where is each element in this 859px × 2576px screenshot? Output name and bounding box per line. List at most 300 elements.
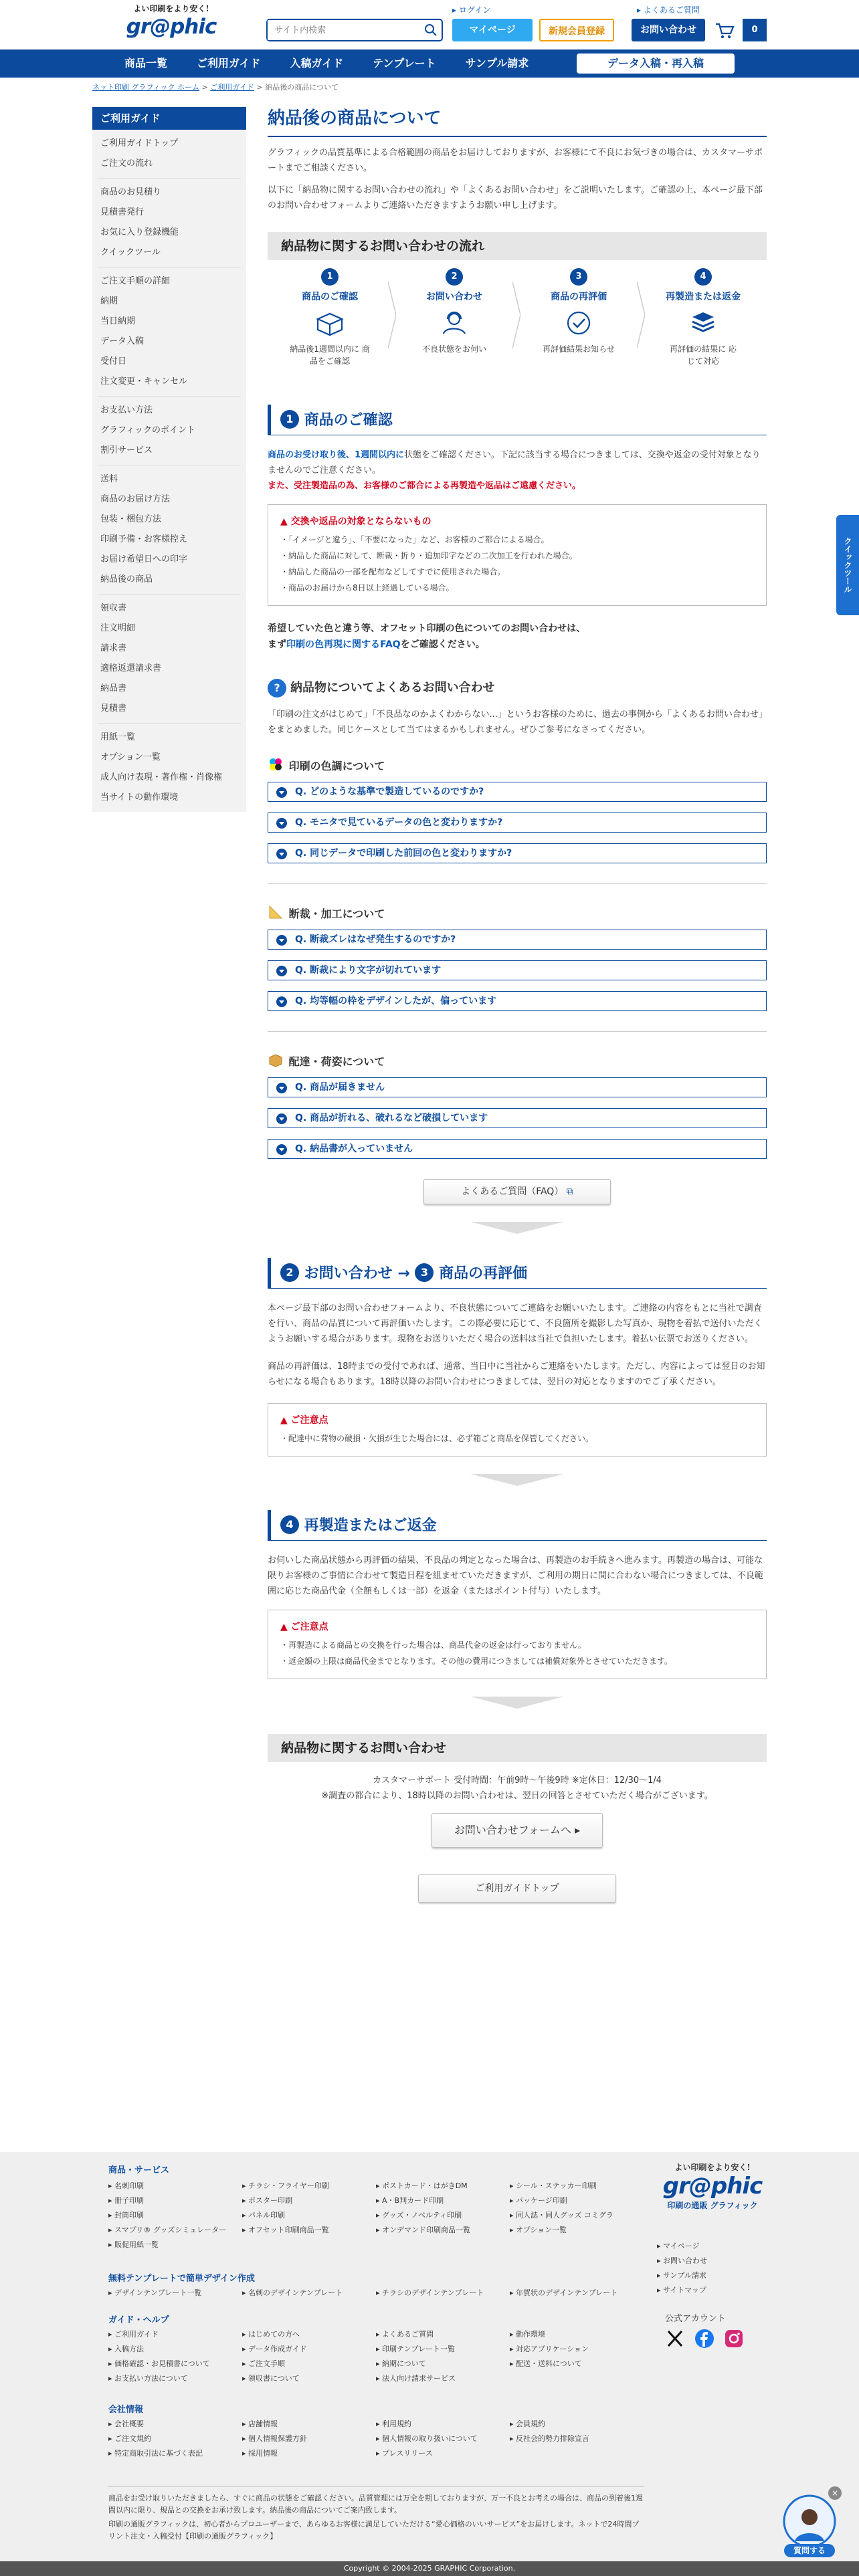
footer-column [510,2417,589,2446]
warning-item-text: 商品のお届けから8日以上経過している場合。 [288,583,454,593]
footer-link[interactable]: ▸ 採用情報 [242,2449,278,2458]
footer-column [510,2327,589,2371]
footer-note-2: 印刷の通販グラフィックは、初心者からプロユーザーまで、あらゆるお客様に満足していただける“愛心価格のいいサービス”をお届けします。ネットで24時間プリント注文・入稿受付【印刷の通販グラフィック】 [108,2520,640,2541]
copyright: Copyright © 2004-2025 GRAPHIC Corporation. [0,2561,859,2576]
breadcrumb-current: 納品後の商品について [265,83,339,92]
footer-link[interactable]: ▸ 年賀状のデザインテンプレート [510,2288,618,2297]
footer-logo[interactable] [656,2161,769,2211]
faq-question[interactable]: Q. 商品が折れる、破れるなど破損しています [268,1108,767,1128]
warning-icon: ▲ [280,1415,291,1426]
flow-step-2 [392,268,516,367]
footer-column [108,2179,226,2252]
sidebar-item[interactable]: オプション一覧 [100,752,161,762]
breadcrumb: ネット印刷 グラフィック ホーム > ご利用ガイド > 納品後の商品について [92,83,339,92]
x-icon[interactable] [665,2329,685,2349]
flow-step-desc: 納品後1週間以内に 商品をご確認 [290,344,370,366]
warning-icon: ▲ [280,516,291,527]
section-number: 3 [415,1263,434,1282]
footer-link[interactable]: ▸ 印刷テンプレート一覧 [376,2345,456,2353]
footer-link-label: お支払い方法について [114,2374,188,2383]
sidebar-item[interactable]: 送料 [100,474,118,484]
color-note-line1: 希望していた色と違う等、オフセット印刷の色についてのお問い合わせは、 [268,623,586,634]
footer-link[interactable]: ▸ お問い合わせ [657,2256,708,2265]
footer-column [242,2179,329,2238]
sidebar-item[interactable]: 納品後の商品 [100,574,153,584]
sidebar-item[interactable]: お気に入り登録機能 [100,227,179,237]
sidebar-item[interactable]: 納品書 [100,683,127,693]
caution-item: ・配達中に荷物の破損・欠損が生じた場合には、必ず箱ごと商品を保管してください。 [280,1434,594,1443]
footer-link-label: 店舗情報 [248,2420,278,2428]
footer-link-label: 反社会的勢力排除宣言 [516,2434,590,2443]
footer-link-label: マイページ [663,2242,700,2250]
nav-sample[interactable]: サンプル請求 [465,57,529,70]
faq-question[interactable]: Q. 均等幅の枠をデザインしたが、偏っています [268,991,767,1011]
footer-link[interactable]: ▸ よくあるご質問 [376,2330,434,2339]
flow-step-4 [641,268,765,367]
sidebar-item[interactable]: 包装・梱包方法 [100,514,162,524]
support-note: ※調査の都合により、18時以降のお問い合わせは、翌日の回答とさせていただく場合がございます。 [321,1791,713,1801]
search-icon[interactable] [424,23,438,37]
section-title: お問い合わせ [304,1265,393,1282]
footer-link-label: 個人情報保護方針 [248,2434,308,2443]
footer-link[interactable]: ▸ 納期について [376,2359,426,2368]
warning-item: ・納品した商品に対して、断裁・折り・追加印字などの二次加工を行われた場合。 [280,551,577,560]
faq-desc: 「印刷の注文がはじめて」「不良品なのかよくわからない...」というお客様のために、過去の事例から「よくあるお問い合わせ」をまとめました。同じケースとして当てはまるかもしれません。ぜひご参考になさってください。 [268,710,763,735]
cmyk-icon [268,756,285,775]
footer-link[interactable]: ▸ 配送・送料について [510,2359,582,2368]
sidebar-item[interactable]: データ入稿 [100,336,145,346]
footer-link[interactable]: ▸ 封筒印刷 [108,2211,145,2220]
footer-column [376,2286,484,2300]
sidebar-item[interactable]: 適格返還請求書 [100,663,162,673]
footer-products-title: 商品・サービス [108,2165,170,2175]
sidebar-item[interactable]: 見積書 [100,704,127,714]
search-input[interactable] [268,20,415,40]
inquiry-text-1: 本ページ最下部のお問い合わせフォームより、不良状態についてご連絡をお願いいたします。ご連絡の内容をもとに当社で調査を行い、商品の品質について再評価いたします。この際必要に応じて、不良箇所を撮影した写真か、現物を着払で送付いただくようお願いする場合があります。現物をお送りいただく場合の送料は当社で負担いたします。着払い伝票でお送りください。 [268,1303,763,1344]
sidebar-item[interactable]: 商品のお届け方法 [100,494,171,504]
footer-link[interactable]: ▸ 会員規約 [510,2420,546,2428]
contact-button[interactable]: お問い合わせ [632,19,705,41]
footer-column [376,2179,470,2238]
footer-column [242,2417,307,2461]
warning-icon: ▲ [280,1622,291,1632]
contact-form-button[interactable]: お問い合わせフォームへ ▸ [432,1813,603,1848]
footer-link-label: 個人情報の取り扱いについて [382,2434,478,2443]
section-chevron [470,1474,564,1486]
footer-column [242,2327,307,2386]
sidebar-item[interactable]: 商品のお見積り [100,187,162,197]
sidebar-item[interactable]: 印刷予備・お客様控え [100,534,188,544]
footer-link-label: 入稿方法 [114,2345,145,2353]
faq-category-delivery [268,1052,767,1071]
footer-column [376,2417,478,2461]
flow-step-title: お問い合わせ [426,292,482,302]
divider [268,1031,767,1032]
footer-link-label: 会員規約 [516,2420,546,2428]
warning-item: ・納品した商品の一部を配布などしてすでに使用された場合。 [280,567,506,576]
cart-icon [713,19,736,41]
footer-link-label: ご利用ガイド [114,2330,159,2339]
signup-button[interactable]: 新規会員登録 [539,19,614,41]
sidebar-item[interactable]: お届け希望日への印字 [100,554,188,564]
flow-step-title: 再製造または返金 [666,292,741,302]
nav-templates[interactable]: テンプレート [373,57,436,70]
chat-close-icon[interactable]: × [828,2486,842,2500]
sidebar-item[interactable]: 納期 [100,296,118,306]
footer-link[interactable]: ▸ 反社会的勢力排除宣言 [510,2434,590,2443]
contact-form-label: お問い合わせフォームへ [454,1824,572,1836]
faq-category-title: 印刷の色調について [288,760,385,772]
footer-link-label: スマプリ® グッズシミュレーター [114,2226,227,2234]
faq-link[interactable]: ▸ よくあるご質問 [637,5,700,15]
footer-link[interactable]: ▸ 個人情報の取り扱いについて [376,2434,478,2443]
footer-link-label: パネル印刷 [248,2211,286,2220]
faq-question[interactable]: Q. 同じデータで印刷した前回の色と変わりますか? [268,843,767,863]
footer-link-label: 封筒印刷 [114,2211,145,2220]
footer-column [108,2286,201,2300]
footer-link-label: グッズ・ノベルティ印刷 [382,2211,462,2220]
footer-link[interactable]: ▸ A・B判カード印刷 [376,2196,444,2205]
footer-logo-sub: 印刷の通販 グラフィック [667,2201,758,2210]
confirm-emphasis: 商品のお受け取り後、1週間以内に [268,450,405,460]
caution-item-text: 再製造による商品との交換を行った場合は、商品代金の返金は行っておりません。 [288,1640,586,1650]
footer-link[interactable]: ▸ 特定商取引法に基づく表記 [108,2449,203,2458]
search-box [266,19,443,41]
sidebar-item[interactable]: 割引サービス [100,445,153,455]
support-icon [436,310,473,336]
section-title: 商品の再評価 [439,1265,528,1282]
footer-link[interactable]: ▸ ポスター印刷 [242,2196,293,2205]
faq-question[interactable]: Q. 断裁により文字が切れています [268,960,767,980]
footer-column [510,2286,617,2300]
caution-item-text: 返金額の上限は商品代金までとなります。その他の費用につきましては補償対象外とさせていただきます。 [288,1656,672,1666]
flow-step-number: 2 [446,268,463,286]
footer-link[interactable]: ▸ 会社概要 [108,2420,145,2428]
footer-column [108,2327,210,2386]
cart-button[interactable] [713,19,769,41]
main-content [268,104,767,1903]
caution-item: ・返金額の上限は商品代金までとなります。その他の費用につきましては補償対象外とさせていただきます。 [280,1656,672,1666]
sidebar-item[interactable]: 当日納期 [100,316,136,326]
section-title: 再製造またはご返金 [304,1517,437,1534]
footer-column [242,2286,343,2300]
warning-item-text: 「イメージと違う」、「不要になった」など、お客様のご都合による場合。 [288,535,549,544]
footer-link-label: お問い合わせ [663,2256,708,2265]
footer-guide-title: ガイド・ヘルプ [108,2315,169,2325]
footer-link-label: プレスリリース [382,2449,433,2458]
external-link-icon: ⧉ [566,1186,573,1197]
intro-text-1: グラフィックの品質基準による合格範囲の商品をお届けしておりますが、お客様にて不良にお気づきの場合は、カスタマーサポートまでご相談ください。 [268,148,763,173]
footer-link[interactable]: ▸ 法人向け請求サービス [376,2374,456,2383]
section-heading-confirm [268,405,767,435]
color-faq-link[interactable]: 印刷の色再現に関するFAQ [286,639,401,650]
sidebar-item[interactable]: お支払い方法 [100,405,153,415]
sidebar-divider [98,723,241,724]
footer-template-title: 無料テンプレートで簡単デザイン作成 [108,2274,255,2284]
question-icon: ? [268,679,286,697]
logo-mark: gr@phic [126,15,217,39]
nav-products[interactable]: 商品一覧 [124,57,168,70]
sidebar [92,107,246,812]
footer-link[interactable]: ▸ はじめての方へ [242,2330,300,2339]
footer-link-label: 販促用紙一覧 [114,2240,159,2249]
sidebar-divider [98,396,241,397]
footer-link-label: ご注文手順 [248,2359,286,2368]
sidebar-item[interactable]: ご注文の流れ [100,158,153,169]
guide-top-button[interactable]: ご利用ガイドトップ [418,1874,616,1903]
footer-link-label: 領収書について [248,2374,300,2383]
faq-question[interactable]: Q. 商品が届きません [268,1077,767,1097]
faq-question[interactable]: Q. 納品書が入っていません [268,1139,767,1159]
footer-link-label: 利用規約 [382,2420,412,2428]
footer-link-label: ポスター印刷 [248,2196,293,2205]
faq-label: よくあるご質問 [643,5,700,15]
footer-link[interactable]: ▸ 利用規約 [376,2420,412,2428]
footer-link-label: 配送・送料について [516,2359,582,2368]
footer-link-label: よくあるご質問 [382,2330,434,2339]
footer-link[interactable]: ▸ 名刺のデザインテンプレート [242,2288,343,2297]
caution-box [268,1610,767,1679]
section-chevron [470,1697,564,1709]
section-heading-inquiry [268,1258,767,1289]
footer-link-label: 採用情報 [248,2449,278,2458]
footer-link-label: 名刺のデザインテンプレート [248,2288,343,2297]
faq-heading [268,678,767,697]
flow-step-number: 4 [694,268,712,286]
faq-title: 納品物についてよくあるお問い合わせ [290,681,495,695]
nav-upload-guide[interactable]: 入稿ガイド [290,57,344,70]
footer-link-label: ポストカード・はがきDM [382,2181,468,2190]
sns-title: 公式アカウント [665,2314,726,2324]
footer-link[interactable]: ▸ チラシのデザインテンプレート [376,2288,484,2297]
caution-title-text: ご注意点 [290,1622,328,1632]
cart-count: 0 [743,19,767,41]
footer-link-label: チラシのデザインテンプレート [382,2288,484,2297]
footer-link-label: デザインテンプレート一覧 [114,2288,202,2297]
sidebar-divider [98,594,241,595]
non-refundable-box [268,504,767,606]
sidebar-item[interactable]: 当サイトの動作環境 [100,792,179,802]
sidebar-item[interactable]: 注文明細 [100,623,136,633]
flow-heading: 納品物に関するお問い合わせの流れ [268,232,767,260]
chat-widget[interactable] [776,2486,843,2559]
footer-link-label: サイトマップ [663,2286,706,2294]
faq-button[interactable] [423,1179,611,1204]
ruler-icon [268,904,285,923]
footer-link[interactable]: ▸ オンデマンド印刷商品一覧 [376,2226,471,2234]
sidebar-item[interactable]: 受付日 [100,356,127,366]
footer-link-label: サンプル請求 [663,2271,707,2280]
faq-category-color [268,756,767,775]
footer-link[interactable]: ▸ 個人情報保護方針 [242,2434,308,2443]
mypage-button[interactable]: マイページ [452,19,533,41]
footer-link[interactable]: ▸ ポストカード・はがきDM [376,2181,468,2190]
footer-link[interactable]: ▸ ご利用ガイド [108,2330,159,2339]
flow-step-title: 商品のご確認 [302,292,358,302]
footer-link[interactable]: ▸ グッズ・ノベルティ印刷 [376,2211,462,2220]
flow-steps [268,268,767,367]
color-note-prefix: まず [268,639,286,650]
footer-link-label: チラシ・フライヤー印刷 [248,2181,329,2190]
nav-guide[interactable]: ご利用ガイド [197,57,261,70]
footer-company-title: 会社情報 [108,2405,144,2415]
footer-link-label: データ作成ガイド [248,2345,307,2353]
footer-link[interactable]: ▸ 領収書について [242,2374,300,2383]
footer-link[interactable]: ▸ 販促用紙一覧 [108,2240,159,2249]
inquiry-heading: 納品物に関するお問い合わせ [268,1734,767,1762]
footer-link[interactable]: ▸ パネル印刷 [242,2211,286,2220]
footer-link[interactable]: ▸ 店舗情報 [242,2420,278,2428]
footer-link[interactable]: ▸ データ作成ガイド [242,2345,307,2353]
footer-link[interactable]: ▸ パッケージ印刷 [510,2196,567,2205]
package-icon [268,1052,285,1071]
caution-title [280,1620,754,1633]
sidebar-item[interactable]: ご利用ガイドトップ [100,138,179,148]
footer-link[interactable]: ▸ マイページ [657,2242,700,2250]
confirm-body: 状態をご確認ください。下記に該当する場合につきましては、交換や返金の受付対象となりませんのでご注意ください。 [268,450,761,475]
instagram-icon[interactable] [724,2329,744,2349]
color-note-suffix: をご確認ください。 [400,639,485,650]
footer-link[interactable]: ▸ 名刺印刷 [108,2181,145,2190]
sidebar-item[interactable]: ご注文手順の詳細 [100,276,171,286]
flow-step-1 [268,268,392,367]
site-logo[interactable] [118,3,225,39]
footer-link[interactable]: ▸ 入稿方法 [108,2345,145,2353]
footer-link[interactable]: ▸ 価格確認・お見積書について [108,2359,210,2368]
footer-link-label: オプション一覧 [516,2226,567,2234]
footer-link-label: 同人誌・同人グッズ コミグラ [516,2211,613,2220]
footer-link[interactable]: ▸ ご注文手順 [242,2359,286,2368]
caution-title [280,1413,754,1426]
footer-logo-mark: gr@phic [662,2173,763,2199]
flow-step-title: 商品の再評価 [551,292,607,302]
page-title: 納品後の商品について [268,104,767,137]
sidebar-item[interactable]: 注文変更・キャンセル [100,377,188,387]
sidebar-item[interactable]: クイックツール [100,247,161,257]
confirm-text [268,447,767,478]
footer-link[interactable]: ▸ オフセット印刷商品一覧 [242,2226,329,2234]
section-title: 商品のご確認 [304,412,393,429]
footer-link[interactable]: ▸ オプション一覧 [510,2226,567,2234]
sidebar-item[interactable]: 用紙一覧 [100,732,136,742]
breadcrumb-home[interactable]: ネット印刷 グラフィック ホーム [92,83,200,92]
footer-tagline: よい印刷をより安く! [674,2163,751,2172]
sidebar-item[interactable]: 成人向け表現・著作権・肖像権 [100,772,223,782]
faq-question[interactable]: Q. 断裁ズレはなぜ発生するのですか? [268,930,767,950]
footer-link-label: オフセット印刷商品一覧 [248,2226,329,2234]
section-chevron [470,1222,564,1234]
faq-category-title: 断裁・加工について [288,907,385,920]
warning-title-text: 交換や返品の対象とならないもの [290,516,432,527]
caution-item: ・再製造による商品との交換を行った場合は、商品代金の返金は行っておりません。 [280,1640,586,1650]
color-note [268,621,767,653]
flow-step-number: 1 [321,268,339,286]
footer-link[interactable]: ▸ 冊子印刷 [108,2196,145,2205]
box-icon [311,310,349,336]
sidebar-item[interactable]: 請求書 [100,643,127,653]
faq-question[interactable]: Q. どのような基準で製造しているのですか? [268,782,767,802]
faq-category-title: 配達・荷姿について [288,1055,385,1068]
footer-link[interactable]: ▸ サンプル請求 [657,2271,707,2280]
sidebar-item[interactable]: 見積書発行 [100,207,145,217]
faq-question[interactable]: Q. モニタで見ているデータの色と変わりますか? [268,813,767,833]
support-hours: カスタマーサポート 受付時間：午前9時〜午後9時 ※定休日：12/30〜1/4 [372,1776,662,1786]
flow-step-desc: 不良状態をお伺い [421,344,486,354]
footer-link-label: 法人向け請求サービス [382,2374,456,2383]
faq-category-cutting [268,904,767,923]
global-nav [0,49,859,78]
footer-link-label: 会社概要 [114,2420,145,2428]
quick-tool-tab[interactable]: クイックツール [836,515,859,615]
footer-link[interactable]: ▸ プレスリリース [376,2449,433,2458]
footer-link-label: 動作環境 [516,2330,546,2339]
footer-link-label: はじめての方へ [248,2330,300,2339]
warning-item: ・商品のお届けから8日以上経過している場合。 [280,583,454,593]
footer-link-label: 対応アプリケーション [516,2345,589,2353]
section-number: 2 [280,1263,299,1282]
flow-step-desc: 再評価の結果に 応じて対応 [670,344,737,366]
footer-link[interactable]: ▸ スマプリ® グッズシミュレーター [108,2226,227,2234]
site-footer [0,2152,859,2561]
caution-box [268,1403,767,1457]
footer-link-label: 納期について [382,2359,426,2368]
warning-item-text: 納品した商品に対して、断裁・折り・追加印字などの二次加工を行われた場合。 [288,551,577,560]
footer-link[interactable]: ▸ 動作環境 [510,2330,546,2339]
footer-column [108,2417,203,2461]
footer-link[interactable]: ▸ 同人誌・同人グッズ コミグラ [510,2211,613,2220]
footer-link[interactable]: ▸ お支払い方法について [108,2374,188,2383]
breadcrumb-guide[interactable]: ご利用ガイド [210,83,255,92]
warning-item: ・「イメージと違う」、「不要になった」など、お客様のご都合による場合。 [280,535,549,544]
sns-icons [665,2329,744,2349]
warning-title [280,514,754,528]
footer-link[interactable]: ▸ デザインテンプレート一覧 [108,2288,202,2297]
footer-link[interactable]: ▸ サイトマップ [657,2286,706,2294]
sidebar-divider [98,178,241,179]
flow-step-number: 3 [570,268,587,286]
facebook-icon[interactable] [694,2329,714,2349]
footer-link-label: パッケージ印刷 [516,2196,567,2205]
footer-link-label: ご注文規約 [114,2434,152,2443]
footer-link[interactable]: ▸ ご注文規約 [108,2434,152,2443]
caution-item-text: 配達中に荷物の破損・欠損が生じた場合には、必ず箱ごと商品を保管してください。 [288,1434,594,1443]
sidebar-item[interactable]: グラフィックのポイント [100,425,195,435]
inquiry-text-2: 商品の再評価は、18時までの受付であれば、通常、当日中に当社からご連絡をいたします。ただし、内容によっては翌日のお知らせになる場合もあります。18時以降のお問い合わせにつきましては、翌日の対応となりますのでご了承ください。 [268,1362,765,1387]
warning-item-text: 納品した商品の一部を配布などしてすでに使用された場合。 [288,567,506,576]
footer-link[interactable]: ▸ 対応アプリケーション [510,2345,589,2353]
logo-tagline: よい印刷をより安く! [133,4,209,13]
login-label: ログイン [458,5,491,15]
confirm-warning: また、受注製造品の為、お客様のご都合による再製造や返品はご遠慮ください。 [268,481,581,491]
faq-button-label: よくあるご質問（FAQ） [461,1186,564,1197]
login-link[interactable]: ▸ ログイン [452,5,491,15]
footer-link-label: 冊子印刷 [114,2196,145,2205]
footer-link[interactable]: ▸ シール・ステッカー印刷 [510,2181,597,2190]
flow-step-desc: 再評価結果お知らせ [543,344,615,354]
remake-text: お伺いした商品状態から再評価の結果、不良品の判定となった場合は、再製造のお手続きへ進みます。再製造の場合は、可能な限りお客様のご事情に合わせて製造日程を組ませていただきますが、ご利用の期日に間に合わない場合につきましては、不良範囲に応じた商品代金（全額もしくは一部）を返金（またはポイント付与）いたします。 [268,1555,763,1596]
section-number: 1 [280,410,299,429]
data-upload-button[interactable]: データ入稿・再入稿 [577,53,735,74]
footer-link[interactable]: ▸ チラシ・フライヤー印刷 [242,2181,329,2190]
footer-column [510,2179,613,2238]
sidebar-item[interactable]: 領収書 [100,603,127,613]
flow-step-3 [516,268,641,367]
check-icon [560,310,597,336]
footer-column [376,2327,456,2386]
sidebar-menu [92,130,246,812]
divider [268,883,767,884]
operator-avatar-icon [783,2494,836,2548]
